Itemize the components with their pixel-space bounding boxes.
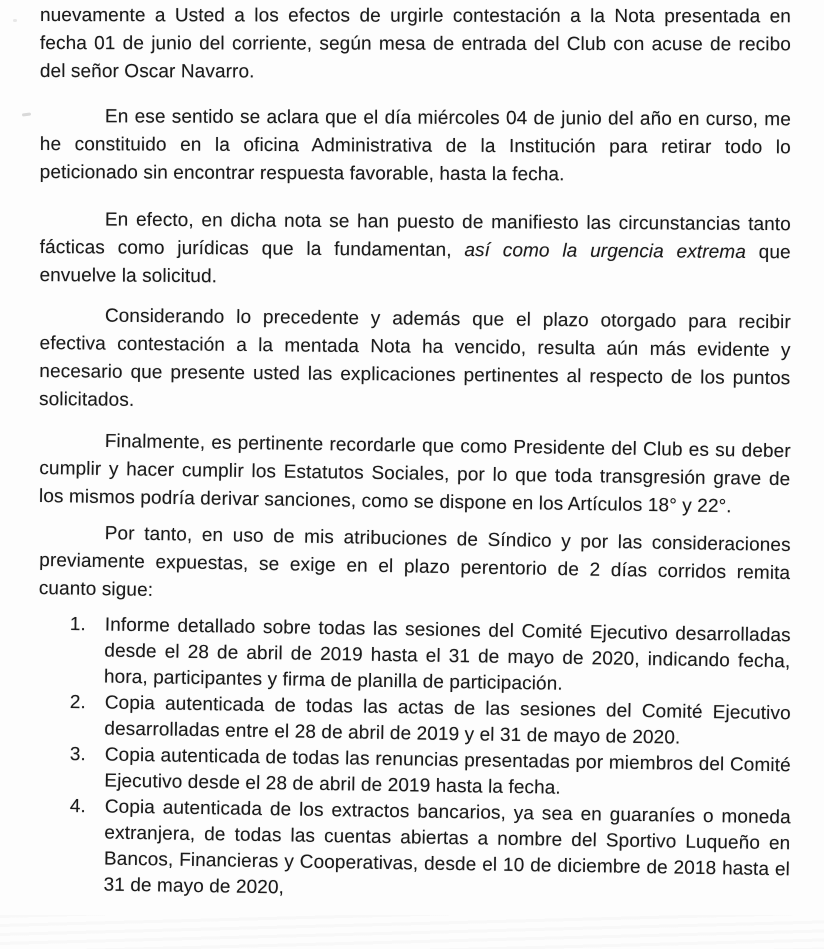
page-content	[40, 2, 791, 898]
list-item-text: Copia autenticada de todas las actas de las sesiones del Comité Ejecutivo desarrolladas entre el 28 de abril de 2019 y el 31 de mayo de 2020.	[104, 692, 791, 749]
list-item-number: 4.	[69, 795, 87, 818]
list-item	[69, 612, 791, 701]
body-paragraph: nuevamente a Usted a los efectos de urgirle contestación a la Nota presentada en fecha 01 de junio del corriente, según mesa de entrada del Club con acuse de recibo del señor Oscar Navarro.	[39, 4, 791, 83]
scan-speck	[22, 112, 31, 116]
body-paragraph: Por tanto, en uso de mis atribuciones de Síndico y por las consideraciones previamente expuestas, se exige en el plazo perentorio de 2 días corridos remita cuanto sigue:	[38, 523, 791, 601]
body-paragraph: Considerando lo precedente y además que el plazo otorgado para recibir efectiva contestación a la mentada Nota ha vencido, resulta aún más evidente y necesario que presente usted las explicaciones pertinentes al respecto de los puntos solicitados.	[38, 305, 791, 411]
list-item-text: Informe detallado sobre todas las sesiones del Comité Ejecutivo desarrolladas desde el 28 de abril de 2019 hasta el 31 de mayo de 2020, indicando fecha, hora, participantes y firma de planilla de participación.	[103, 614, 791, 695]
body-paragraph: En ese sentido se aclara que el día miércoles 04 de junio del año en curso, me he constituido en la oficina Administrativa de la Institución para retirar todo lo peticionado sin encontrar respuesta favorable, hasta la fecha.	[39, 106, 791, 186]
paragraph-text-run: que envuelve la solicitud.	[39, 241, 791, 288]
scan-speck	[13, 19, 17, 22]
list-item	[68, 794, 791, 909]
list-item-number: 3.	[69, 743, 87, 766]
list-item-number: 2.	[69, 691, 87, 714]
body-paragraph	[39, 206, 791, 295]
list-item-number: 1.	[69, 613, 87, 636]
emphasis-run: así como la urgencia extrema	[464, 239, 747, 263]
requests-list	[40, 612, 791, 898]
list-item-text: Copia autenticada de los extractos bancarios, ya sea en guaraníes o moneda extranjera, de todas las cuentas abiertas a nombre del Sportivo Luqueño en Bancos, Financieras y Cooperativas, desde el 10 de diciembre de 2018 hasta el 31 de mayo de 2020,	[103, 796, 791, 899]
scan-streaks	[0, 915, 824, 949]
body-paragraph: Finalmente, es pertinente recordarle que como Presidente del Club es su deber cumplir y hacer cumplir los Estatutos Sociales, por lo que toda transgresión grave de los mismos podría derivar sanciones, como se dispone en los Artículos 18° y 22°.	[38, 430, 791, 518]
list-item-text: Copia autenticada de todas las renuncias presentadas por miembros del Comité Ejecutivo desde el 28 de abril de 2019 hasta la fecha.	[104, 744, 791, 799]
paragraph-text-run: En efecto, en dicha nota se han puesto de manifiesto las circunstancias tanto fácticas como jurídicas que la fundamentan,	[39, 209, 791, 261]
